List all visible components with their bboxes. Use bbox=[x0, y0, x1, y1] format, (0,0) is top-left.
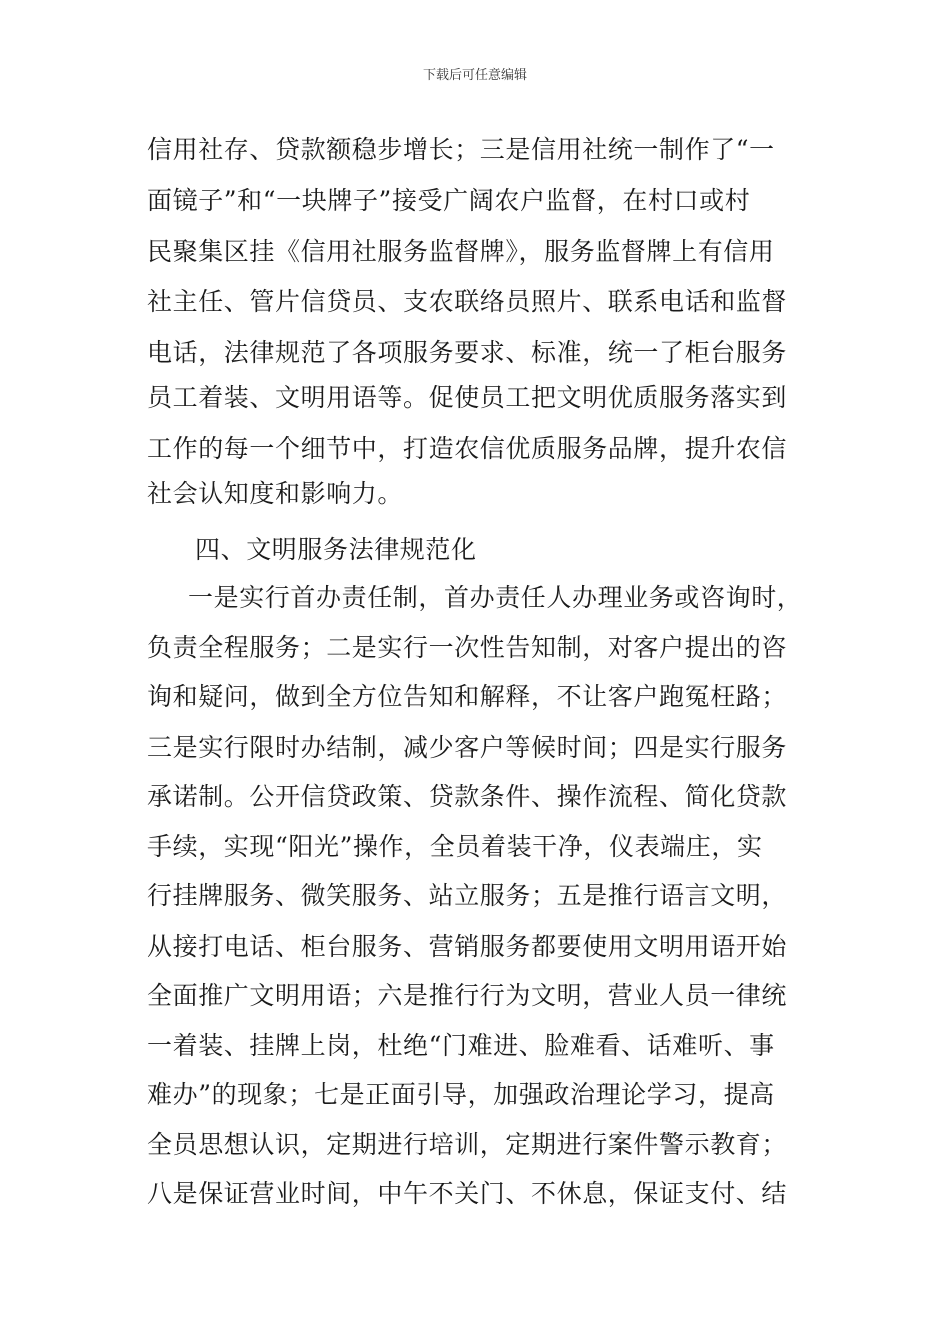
body-line: 难办”的现象；七是正面引导，加强政治理论学习，提高 bbox=[147, 1080, 775, 1109]
body-line: 面镜子”和“一块牌子”接受广阔农户监督，在村口或村 bbox=[147, 186, 751, 215]
body-line: 从接打电话、柜台服务、营销服务都要使用文明用语开始 bbox=[147, 932, 788, 961]
body-line: 电话，法律规范了各项服务要求、标准，统一了柜台服务 bbox=[147, 338, 788, 367]
section-heading: 四、文明服务法律规范化 bbox=[195, 535, 477, 564]
body-line: 全员思想认识，定期进行培训，定期进行案件警示教育； bbox=[147, 1130, 788, 1159]
body-line: 一是实行首办责任制，首办责任人办理业务或咨询时， bbox=[188, 583, 803, 612]
body-line: 民聚集区挂《信用社服务监督牌》，服务监督牌上有信用 bbox=[147, 237, 775, 266]
body-line: 行挂牌服务、微笑服务、站立服务；五是推行语言文明， bbox=[147, 881, 788, 910]
page-header: 下载后可任意编辑 bbox=[422, 68, 527, 83]
body-line: 信用社存、贷款额稳步增长；三是信用社统一制作了“一 bbox=[147, 135, 775, 164]
body-line: 承诺制。公开信贷政策、贷款条件、操作流程、简化贷款 bbox=[147, 782, 788, 811]
body-line: 一着装、挂牌上岗，杜绝“门难进、脸难看、话难听、事 bbox=[147, 1031, 775, 1060]
body-line: 社会认知度和影响力。 bbox=[147, 479, 404, 508]
body-line: 全面推广文明用语；六是推行行为文明，营业人员一律统 bbox=[147, 981, 788, 1010]
body-line: 工作的每一个细节中，打造农信优质服务品牌，提升农信 bbox=[147, 434, 788, 463]
body-line: 八是保证营业时间，中午不关门、不休息，保证支付、结 bbox=[147, 1179, 788, 1208]
body-line: 手续，实现“阳光”操作，全员着装干净，仪表端庄，实 bbox=[147, 832, 763, 861]
body-line: 三是实行限时办结制，减少客户等候时间；四是实行服务 bbox=[147, 733, 788, 762]
body-line: 社主任、管片信贷员、支农联络员照片、联系电话和监督 bbox=[147, 287, 788, 316]
body-line: 负责全程服务；二是实行一次性告知制，对客户提出的咨 bbox=[147, 633, 788, 662]
body-line: 员工着装、文明用语等。促使员工把文明优质服务落实到 bbox=[147, 383, 788, 412]
body-line: 询和疑问，做到全方位告知和解释，不让客户跑冤枉路； bbox=[147, 682, 788, 711]
